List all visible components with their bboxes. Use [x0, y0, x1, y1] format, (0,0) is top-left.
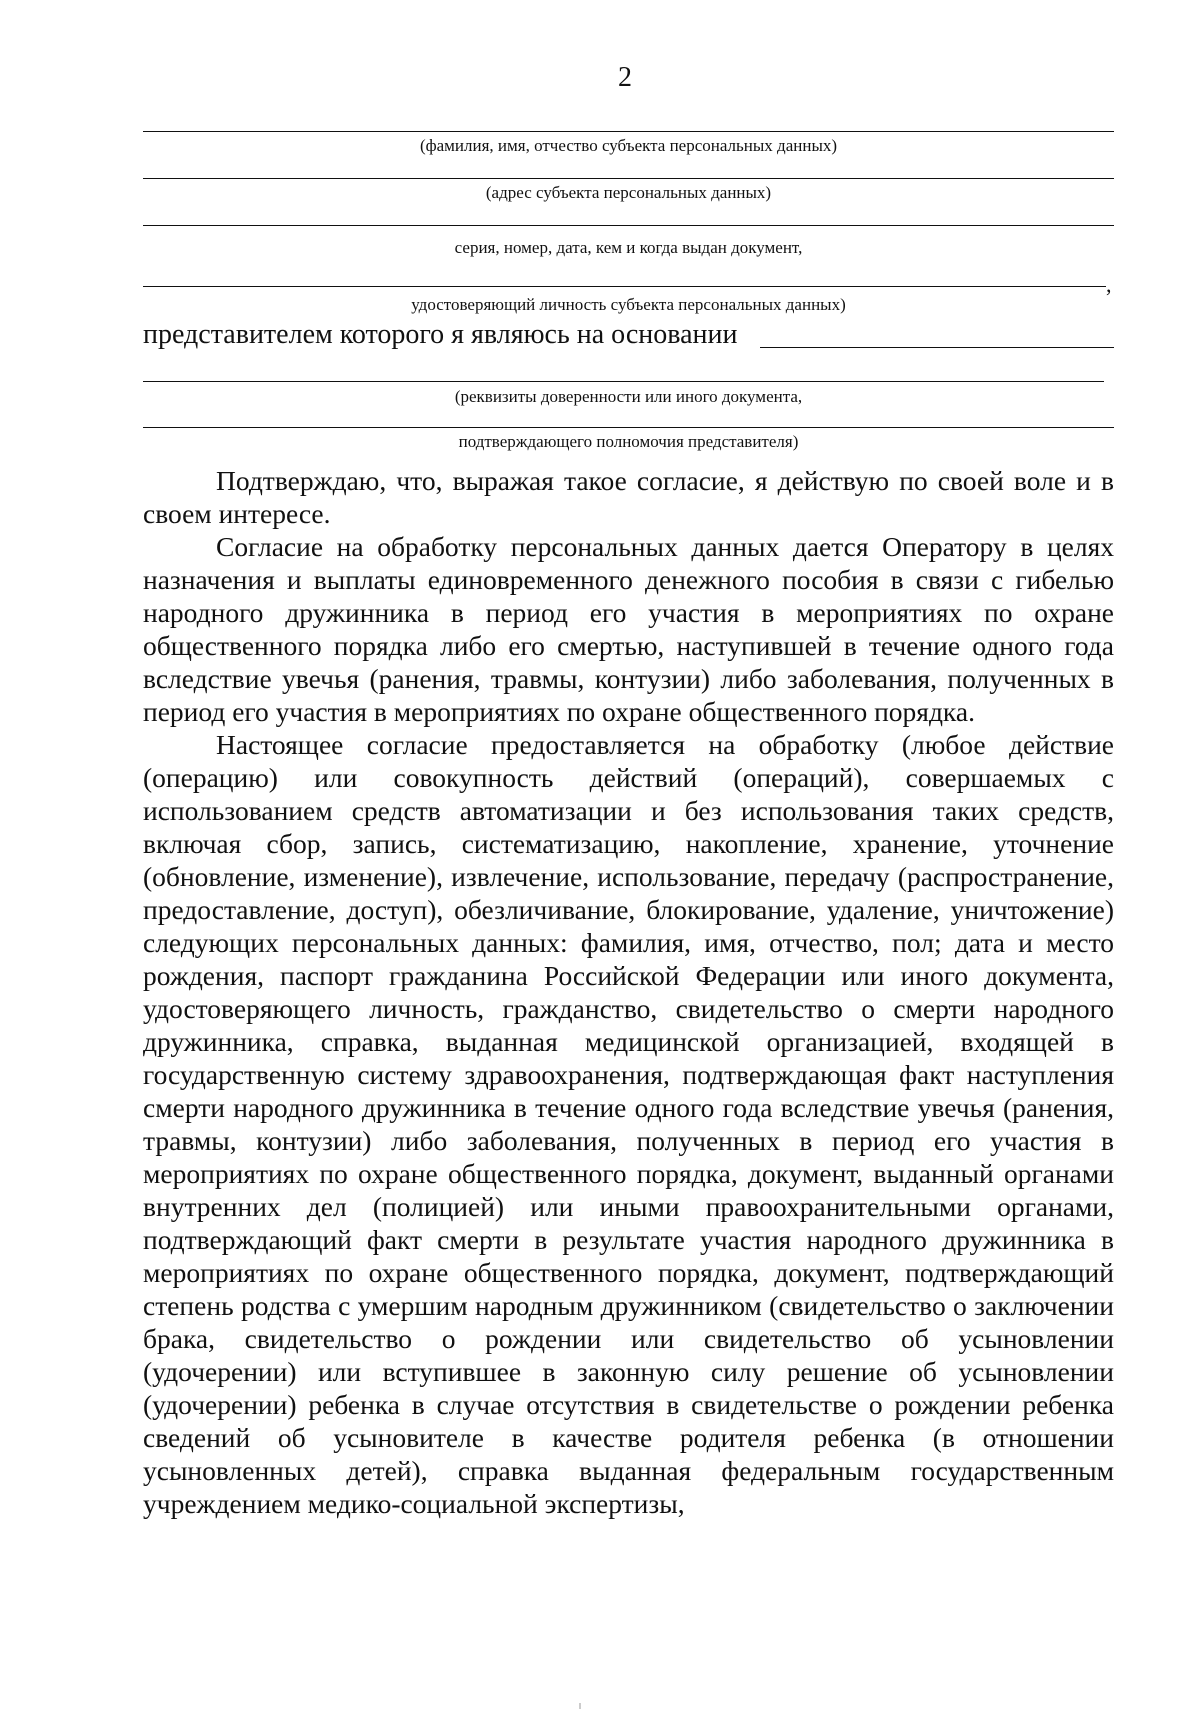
caption-name: (фамилия, имя, отчество субъекта персональных данных): [419, 136, 838, 155]
caption-document-1: серия, номер, дата, кем и когда выдан документ,: [454, 238, 803, 257]
blank-line-name: [143, 131, 1114, 132]
paragraph-scope: Настоящее согласие предоставляется на обработку (любое действие (операцию) или совокупность действий (операций), совершаемых с использованием средств автоматизации и без использования таких средств, включая сбор, запись, систематизацию, накопление, хранение, уточнение (обновление, изменение), извлечение, использование, передачу (распространение, предоставление, доступ), обезличивание, блокирование, удаление, уничтожение) следующих персональных данных: фамилия, имя, отчество, пол; дата и место рождения, паспорт гражданина Российской Федерации или иного документа, удостоверяющего личность, гражданство, свидетельство о смерти народного дружинника, справка, выданная медицинской организацией, входящей в государственную систему здравоохранения, подтверждающая факт наступления смерти народного дружинника в течение одного года вследствие увечья (ранения, травмы, контузии) либо заболевания, полученных в период его участия в мероприятиях по охране общественного порядка, документ, выданный органами внутренних дел (полицией) или иными правоохранительными органами, подтверждающий факт смерти в результате участия народного дружинника в мероприятиях по охране общественного порядка, документ, подтверждающий степень родства с умершим народным дружинником (свидетельство о заключении брака, свидетельство о рождении или свидетельство об усыновлении (удочерении) или вступившее в законную силу решение об усыновлении (удочерении) ребенка в случае отсутствия в свидетельстве о рождении ребенка сведений об усыновителе в качестве родителя ребенка (в отношении усыновленных детей), справка выданная федеральным государственным учреждением медико-социальной экспертизы,: [143, 729, 1114, 1519]
blank-line-authority-2: [143, 427, 1114, 428]
trailing-comma: ,: [1106, 272, 1112, 297]
blank-line-document: [143, 225, 1114, 226]
page-number: 2: [618, 62, 632, 93]
blank-line-document-2: [143, 286, 1106, 287]
blank-line-authority: [143, 381, 1104, 382]
caption-address: (адрес субъекта персональных данных): [485, 183, 772, 202]
blank-line-representative: [760, 347, 1114, 348]
caption-authority-2: подтверждающего полномочия представителя): [458, 432, 799, 451]
caption-document-2: удостоверяющий личность субъекта персональных данных): [411, 295, 846, 314]
paragraph-purpose: Согласие на обработку персональных данных дается Оператору в целях назначения и выплаты единовременного денежного пособия в связи с гибелью народного дружинника в период его участия в мероприятиях по охране общественного порядка либо его смертью, наступившей в течение одного года вследствие увечья (ранения, травмы, контузии) либо заболевания, полученных в период его участия в мероприятиях по охране общественного порядка.: [143, 531, 1114, 727]
blank-line-address: [143, 178, 1114, 179]
paragraph-voluntary: Подтверждаю, что, выражая такое согласие, я действую по своей воле и в своем интересе.: [143, 465, 1114, 529]
caption-authority-1: (реквизиты доверенности или иного документа,: [454, 387, 803, 406]
consent-body: [143, 464, 1114, 1520]
scan-artifact: [579, 1703, 581, 1709]
representative-label: представителем которого я являюсь на основании: [143, 319, 738, 350]
